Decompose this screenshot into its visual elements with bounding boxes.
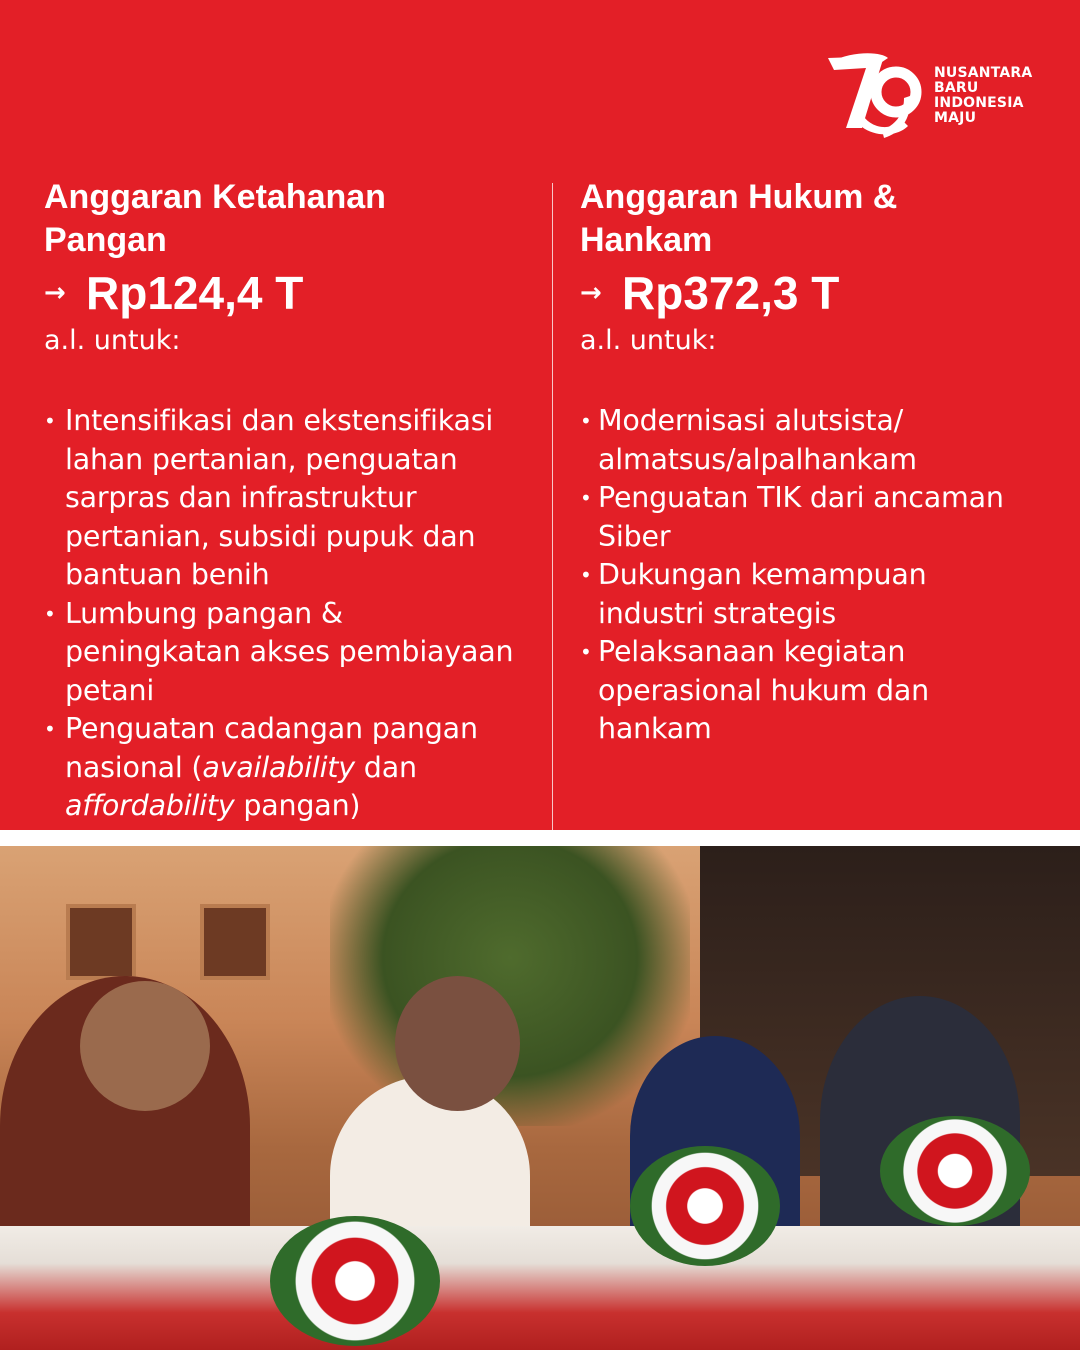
list-item — [580, 633, 1060, 749]
list-item — [44, 710, 544, 826]
photo-flowers — [630, 1146, 780, 1266]
logo-79-icon — [824, 48, 928, 143]
item-line: sarpras dan infrastruktur — [65, 481, 417, 514]
item-line: Penguatan cadangan pangan — [65, 712, 478, 745]
heading-line: Anggaran Ketahanan — [44, 178, 386, 216]
bullet-icon: • — [44, 601, 56, 626]
item-line: Siber — [598, 519, 671, 553]
item-line: pertanian, subsidi pupuk dan — [65, 519, 476, 553]
budget-amount: Rp124,4 T — [86, 267, 304, 319]
photo-flowers — [270, 1216, 440, 1346]
list-item — [580, 402, 1060, 479]
bullet-icon: • — [44, 409, 56, 433]
heading-line: Anggaran Hukum & — [580, 178, 898, 216]
heading-line: Hankam — [580, 221, 713, 259]
column-heading — [580, 176, 1060, 262]
subtitle: a.l. untuk: — [580, 325, 717, 356]
item-line: hankam — [598, 712, 712, 745]
arrow-right-icon: → — [44, 278, 66, 308]
text-span: dan — [354, 750, 417, 784]
budget-amount: Rp372,3 T — [622, 267, 840, 319]
food-security-column — [44, 176, 544, 826]
item-line — [65, 749, 544, 788]
allocation-list — [580, 402, 1060, 749]
budget-amount-row — [580, 266, 1060, 320]
item-line: operasional hukum dan — [598, 673, 930, 707]
list-item — [580, 479, 1060, 556]
item-line: Dukungan kemampuan — [598, 558, 927, 591]
meeting-photo — [0, 846, 1080, 1350]
item-line: Intensifikasi dan ekstensifikasi — [65, 404, 494, 437]
text-span: nasional ( — [65, 750, 203, 784]
item-line: Pelaksanaan kegiatan — [598, 635, 906, 668]
bullet-icon: • — [580, 563, 592, 587]
item-line — [65, 787, 544, 826]
photo-plant — [330, 846, 690, 1126]
logo-text — [934, 66, 1032, 126]
bullet-icon: • — [580, 640, 592, 664]
item-line: almatsus/alpalhankam — [598, 442, 917, 476]
list-item — [44, 402, 544, 595]
list-item — [44, 595, 544, 711]
list-item — [580, 556, 1060, 633]
photo-window — [66, 904, 136, 980]
italic-term: availability — [202, 750, 355, 784]
logo-line: INDONESIA — [934, 95, 1024, 111]
anniversary-logo — [824, 48, 1044, 143]
item-line: Modernisasi alutsista/ — [598, 404, 904, 437]
logo-line: NUSANTARA — [934, 65, 1033, 81]
law-defense-column — [580, 176, 1060, 749]
photo-person-head — [395, 976, 520, 1111]
allocation-list — [44, 402, 544, 826]
item-line: lahan pertanian, penguatan — [65, 442, 458, 476]
bullet-icon: • — [44, 717, 56, 741]
item-line: bantuan benih — [65, 558, 270, 591]
item-line: petani — [65, 673, 155, 707]
budget-amount-row — [44, 266, 544, 320]
item-line: Lumbung pangan & — [65, 596, 343, 630]
logo-line: MAJU — [934, 110, 977, 126]
heading-line: Pangan — [44, 221, 167, 259]
item-line: Penguatan TIK dari ancaman — [598, 481, 1004, 514]
logo-line: BARU — [934, 80, 979, 96]
photo-table — [0, 1226, 1080, 1350]
bullet-icon: • — [580, 486, 592, 510]
photo-window — [200, 904, 270, 980]
column-divider — [552, 183, 553, 830]
bullet-icon: • — [580, 409, 592, 433]
item-line: peningkatan akses pembiayaan — [65, 635, 514, 668]
subtitle: a.l. untuk: — [44, 325, 181, 356]
column-heading — [44, 176, 544, 262]
item-line: industri strategis — [598, 596, 837, 630]
photo-flowers — [880, 1116, 1030, 1226]
arrow-right-icon: → — [580, 278, 602, 308]
text-span: pangan) — [234, 789, 361, 822]
italic-term: affordability — [65, 789, 235, 822]
photo-person-head — [80, 981, 210, 1111]
